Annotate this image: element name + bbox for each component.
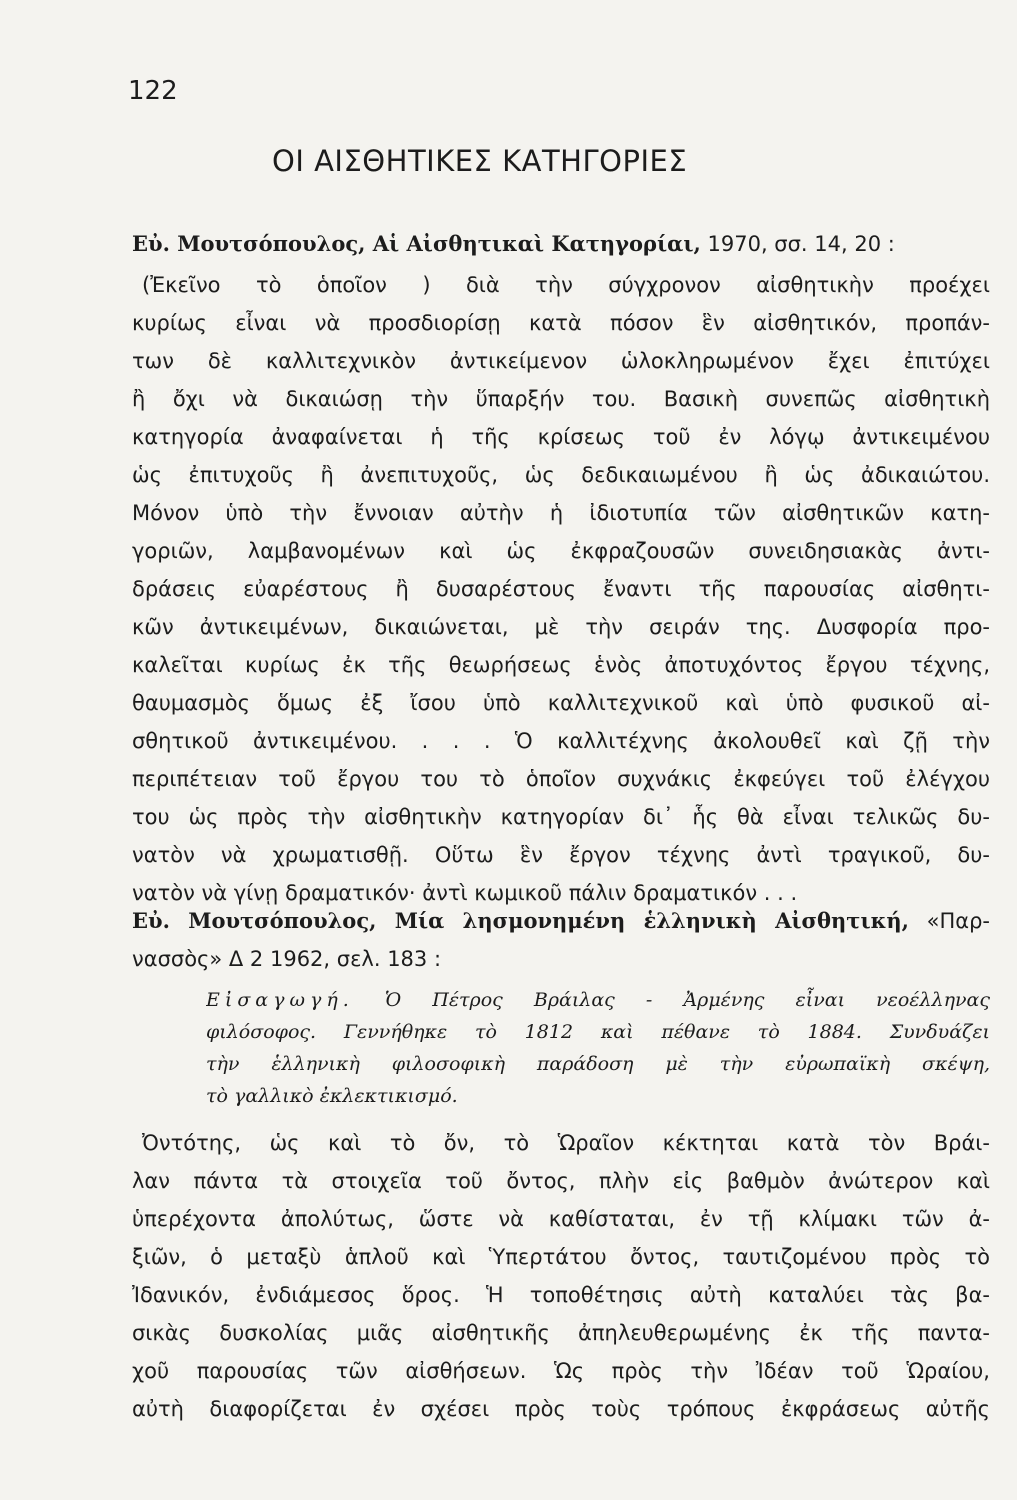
quote-1-line: Μόνον ὑπὸ τὴν ἔννοιαν αὐτὴν ἡ ἰδιοτυπία τῶν αἰσθητικῶν κατη- <box>132 501 990 525</box>
intro-label: Εἰσαγωγή. <box>206 989 354 1011</box>
citation-1 <box>132 225 990 263</box>
chapter-title: ΟΙ ΑΙΣΘΗΤΙΚΕΣ ΚΑΤΗΓΟΡΙΕΣ <box>272 144 688 178</box>
quote-2-line: λαν πάντα τὰ στοιχεῖα τοῦ ὄντος, πλὴν εἰς βαθμὸν ἀνώτερον καὶ <box>132 1169 990 1193</box>
citation-1-author: Εὐ. Μουτσόπουλος, Αἱ Αἰσθητικαὶ Κατηγορίαι, <box>132 231 701 256</box>
citation-2-line <box>132 902 990 940</box>
quote-1-line: νατὸν νὰ χρωματισθῇ. Οὕτω ἓν ἔργον τέχνης ἀντὶ τραγικοῦ, δυ- <box>132 843 990 867</box>
quote-1-line: γοριῶν, λαμβανομένων καὶ ὡς ἐκφραζουσῶν συνειδησιακὰς ἀντι- <box>132 539 990 563</box>
quote-2-line: Ὀντότης, ὡς καὶ τὸ ὄν, τὸ Ὡραῖον κέκτηται κατὰ τὸν Βράι- <box>142 1131 990 1155</box>
citation-2-line-2: νασσὸς» Δ 2 1962, σελ. 183 : <box>132 947 442 971</box>
intro-line-text: Ὁ Πέτρος Βράιλας - Ἀρμένης εἶναι νεοέλληνας <box>353 989 990 1011</box>
quote-1-line: καλεῖται κυρίως ἐκ τῆς θεωρήσεως ἑνὸς ἀποτυχόντος ἔργου τέχνης, <box>132 653 990 677</box>
citation-2-details: «Παρ- <box>908 909 990 933</box>
quote-2-line: ξιῶν, ὁ μεταξὺ ἁπλοῦ καὶ Ὑπερτάτου ὄντος, ταυτιζομένου πρὸς τὸ <box>132 1245 990 1269</box>
quote-1-line: νατὸν νὰ γίνῃ δραματικόν· ἀντὶ κωμικοῦ πάλιν δραματικόν . . . <box>132 881 798 905</box>
quote-1 <box>132 266 990 912</box>
quote-1-line: του ὡς πρὸς τὴν αἰσθητικὴν κατηγορίαν δι᾽ ἧς θὰ εἶναι τελικῶς δυ- <box>132 805 990 829</box>
quote-1-line: ἢ ὄχι νὰ δικαιώσῃ τὴν ὕπαρξήν του. Βασικὴ συνεπῶς αἰσθητικὴ <box>132 387 990 411</box>
citation-2-author: Εὐ. Μουτσόπουλος, Μία λησμονημένη ἑλληνικὴ Αἰσθητική, <box>132 908 909 933</box>
citation-1-line <box>132 225 990 263</box>
quote-1-line: των δὲ καλλιτεχνικὸν ἀντικείμενον ὡλοκληρωμένον ἔχει ἐπιτύχει <box>132 349 990 373</box>
quote-1-line: ὡς ἐπιτυχοῦς ἢ ἀνεπιτυχοῦς, ὡς δεδικαιωμένου ἢ ὡς ἀδικαιώτου. <box>132 463 990 487</box>
quote-2-line: χοῦ παρουσίας τῶν αἰσθήσεων. Ὡς πρὸς τὴν Ἰδέαν τοῦ Ὡραίου, <box>132 1359 990 1383</box>
quote-1-line: θαυμασμὸς ὅμως ἐξ ἴσου ὑπὸ καλλιτεχνικοῦ καὶ ὑπὸ φυσικοῦ αἰ- <box>132 691 990 715</box>
quote-2-line: σικὰς δυσκολίας μιᾶς αἰσθητικῆς ἀπηλευθερωμένης ἐκ τῆς παντα- <box>132 1321 990 1345</box>
page-number: 122 <box>128 76 178 106</box>
quote-1-line: κῶν ἀντικειμένων, δικαιώνεται, μὲ τὴν σειράν της. Δυσφορία προ- <box>132 615 990 639</box>
quote-1-line: δράσεις εὐαρέστους ἢ δυσαρέστους ἔναντι τῆς παρουσίας αἰσθητι- <box>132 577 990 601</box>
quote-1-line: σθητικοῦ ἀντικειμένου. . . . Ὁ καλλιτέχνης ἀκολουθεῖ καὶ ζῇ τὴν <box>132 729 990 753</box>
citation-2 <box>132 902 990 978</box>
intro-line <box>206 984 990 1016</box>
quote-1-line: περιπέτειαν τοῦ ἔργου του τὸ ὁποῖον συχνάκις ἐκφεύγει τοῦ ἐλέγχου <box>132 767 990 791</box>
introduction <box>206 984 990 1112</box>
quote-1-line: κυρίως εἶναι νὰ προσδιορίσῃ κατὰ πόσον ἓν αἰσθητικόν, προπάν- <box>132 311 990 335</box>
quote-2-line: αὐτὴ διαφορίζεται ἐν σχέσει πρὸς τοὺς τρόπους ἐκφράσεως αὐτῆς <box>132 1397 990 1421</box>
quote-2-line: ὑπερέχοντα ἀπολύτως, ὥστε νὰ καθίσταται, ἐν τῇ κλίμακι τῶν ἀ- <box>132 1207 990 1231</box>
quote-1-line: (Ἐκεῖνο τὸ ὁποῖον ) διὰ τὴν σύγχρονον αἰσθητικὴν προέχει <box>142 273 990 297</box>
citation-1-details: 1970, σσ. 14, 20 : <box>700 232 895 256</box>
quote-1-line: κατηγορία ἀναφαίνεται ἡ τῆς κρίσεως τοῦ ἐν λόγῳ ἀντικειμένου <box>132 425 990 449</box>
intro-line: τὴν ἑλληνικὴ φιλοσοφικὴ παράδοση μὲ τὴν εὐρωπαϊκὴ σκέψη, <box>206 1053 990 1075</box>
intro-line: τὸ γαλλικὸ ἐκλεκτικισμό. <box>206 1085 458 1107</box>
quote-2 <box>132 1124 990 1428</box>
quote-2-line: Ἰδανικόν, ἐνδιάμεσος ὅρος. Ἡ τοποθέτησις αὐτὴ καταλύει τὰς βα- <box>132 1283 990 1307</box>
intro-line: φιλόσοφος. Γεννήθηκε τὸ 1812 καὶ πέθανε τὸ 1884. Συνδυάζει <box>206 1021 990 1043</box>
